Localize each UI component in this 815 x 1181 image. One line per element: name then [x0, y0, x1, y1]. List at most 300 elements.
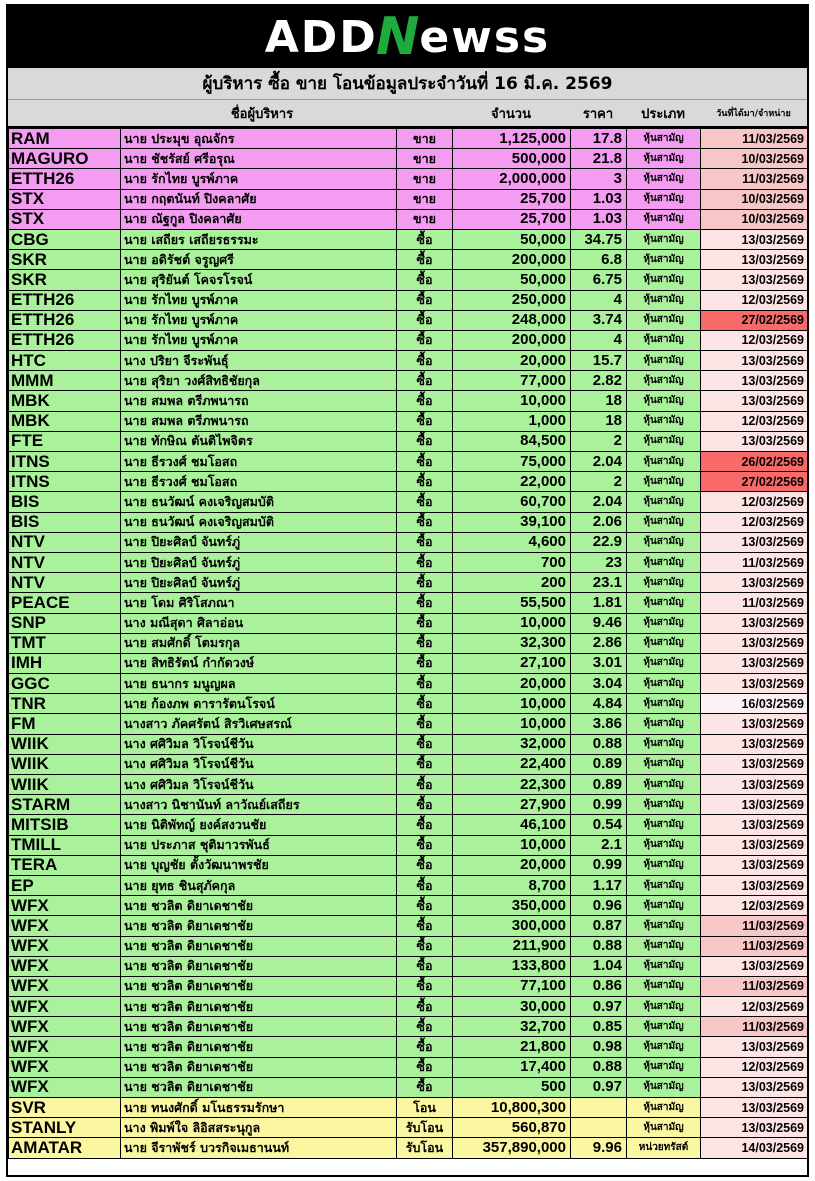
- price-cell: 2.04: [571, 492, 627, 512]
- date-cell: 12/03/2569: [701, 896, 808, 916]
- price-cell: 3: [571, 169, 627, 189]
- executive-name-cell: นาง มณีสุดา ศิลาอ่อน: [121, 613, 397, 633]
- executive-name-cell: นาย ชวลิต ดิยาเดชาชัย: [121, 916, 397, 936]
- action-cell: ซื้อ: [397, 855, 453, 875]
- price-cell: 0.98: [571, 1037, 627, 1057]
- executive-name-cell: นาย นิติพัทญ์ ยงค์สงวนชัย: [121, 815, 397, 835]
- action-cell: ซื้อ: [397, 694, 453, 714]
- security-type-cell: หุ้นสามัญ: [627, 1118, 701, 1138]
- date-cell: 12/03/2569: [701, 492, 808, 512]
- symbol-cell: ITNS: [9, 452, 121, 472]
- security-type-cell: หุ้นสามัญ: [627, 896, 701, 916]
- volume-cell: 560,870: [453, 1118, 571, 1138]
- executive-name-cell: นาย เสถียร เสถียรธรรมะ: [121, 229, 397, 249]
- volume-cell: 248,000: [453, 310, 571, 330]
- action-cell: ขาย: [397, 189, 453, 209]
- security-type-cell: หุ้นสามัญ: [627, 209, 701, 229]
- price-cell: 9.96: [571, 1138, 627, 1158]
- date-cell: 27/02/2569: [701, 310, 808, 330]
- action-cell: ซื้อ: [397, 795, 453, 815]
- table-row: [9, 391, 808, 411]
- price-cell: 0.97: [571, 997, 627, 1017]
- symbol-cell: BIS: [9, 492, 121, 512]
- security-type-cell: หุ้นสามัญ: [627, 129, 701, 149]
- executive-name-cell: นาย ชวลิต ดิยาเดชาชัย: [121, 896, 397, 916]
- security-type-cell: หุ้นสามัญ: [627, 371, 701, 391]
- table-row: [9, 129, 808, 149]
- price-cell: 0.86: [571, 976, 627, 996]
- table-row: [9, 674, 808, 694]
- executive-name-cell: นางสาว นิชานันท์ ลาวัณย์เสถียร: [121, 795, 397, 815]
- executive-name-cell: นาย ชวลิต ดิยาเดชาชัย: [121, 976, 397, 996]
- price-cell: 2: [571, 431, 627, 451]
- security-type-cell: หุ้นสามัญ: [627, 229, 701, 249]
- action-cell: ซื้อ: [397, 250, 453, 270]
- volume-cell: 39,100: [453, 512, 571, 532]
- table-row: [9, 573, 808, 593]
- action-cell: รับโอน: [397, 1138, 453, 1158]
- date-cell: 13/03/2569: [701, 270, 808, 290]
- table-row: [9, 956, 808, 976]
- volume-cell: 17,400: [453, 1057, 571, 1077]
- symbol-cell: STX: [9, 189, 121, 209]
- security-type-cell: หุ้นสามัญ: [627, 916, 701, 936]
- table-row: [9, 653, 808, 673]
- executive-name-cell: นาย รักไทย บูรพ์ภาค: [121, 169, 397, 189]
- symbol-cell: MBK: [9, 391, 121, 411]
- table-row: [9, 270, 808, 290]
- volume-cell: 22,000: [453, 472, 571, 492]
- price-cell: 23.1: [571, 573, 627, 593]
- date-cell: 11/03/2569: [701, 129, 808, 149]
- executive-name-cell: นาย รักไทย บูรพ์ภาค: [121, 290, 397, 310]
- date-cell: 13/03/2569: [701, 391, 808, 411]
- date-cell: 13/03/2569: [701, 795, 808, 815]
- executive-name-cell: นาย อดิรัชต์ จรูญศรี: [121, 250, 397, 270]
- security-type-cell: หุ้นสามัญ: [627, 815, 701, 835]
- volume-cell: 32,700: [453, 1017, 571, 1037]
- symbol-cell: WIIK: [9, 754, 121, 774]
- security-type-cell: หุ้นสามัญ: [627, 189, 701, 209]
- date-cell: 12/03/2569: [701, 330, 808, 350]
- volume-cell: 50,000: [453, 229, 571, 249]
- date-cell: 13/03/2569: [701, 573, 808, 593]
- action-cell: ซื้อ: [397, 1077, 453, 1097]
- executive-name-cell: นาย จีราพัชร์ บวรกิจเมธานนท์: [121, 1138, 397, 1158]
- symbol-cell: BIS: [9, 512, 121, 532]
- action-cell: ซื้อ: [397, 734, 453, 754]
- executive-name-cell: นาย ธนวัฒน์ คงเจริญสมบัติ: [121, 512, 397, 532]
- executive-name-cell: นาง ศศิวิมล วิโรจน์ชีวัน: [121, 775, 397, 795]
- date-cell: 13/03/2569: [701, 371, 808, 391]
- security-type-cell: หุ้นสามัญ: [627, 1037, 701, 1057]
- action-cell: ซื้อ: [397, 351, 453, 371]
- volume-cell: 50,000: [453, 270, 571, 290]
- action-cell: ซื้อ: [397, 875, 453, 895]
- table-row: [9, 815, 808, 835]
- symbol-cell: TERA: [9, 855, 121, 875]
- column-headers: [8, 100, 807, 128]
- volume-cell: 77,100: [453, 976, 571, 996]
- price-cell: 0.54: [571, 815, 627, 835]
- security-type-cell: หุ้นสามัญ: [627, 330, 701, 350]
- executive-name-cell: นาย ชวลิต ดิยาเดชาชัย: [121, 1077, 397, 1097]
- security-type-cell: หุ้นสามัญ: [627, 936, 701, 956]
- table-row: [9, 209, 808, 229]
- table-row: [9, 472, 808, 492]
- security-type-cell: หุ้นสามัญ: [627, 351, 701, 371]
- symbol-cell: WIIK: [9, 775, 121, 795]
- volume-cell: 2,000,000: [453, 169, 571, 189]
- symbol-cell: GGC: [9, 674, 121, 694]
- table-row: [9, 250, 808, 270]
- date-cell: 12/03/2569: [701, 512, 808, 532]
- date-cell: 12/03/2569: [701, 411, 808, 431]
- price-cell: 3.74: [571, 310, 627, 330]
- table-row: [9, 775, 808, 795]
- price-cell: 0.99: [571, 855, 627, 875]
- action-cell: ซื้อ: [397, 391, 453, 411]
- price-cell: 0.96: [571, 896, 627, 916]
- symbol-cell: HTC: [9, 351, 121, 371]
- table-row: [9, 1037, 808, 1057]
- table-row: [9, 734, 808, 754]
- volume-cell: 55,500: [453, 593, 571, 613]
- symbol-cell: NTV: [9, 532, 121, 552]
- security-type-cell: หุ้นสามัญ: [627, 532, 701, 552]
- symbol-cell: MITSIB: [9, 815, 121, 835]
- table-row: [9, 754, 808, 774]
- price-cell: 23: [571, 552, 627, 572]
- executive-name-cell: นาย ปิยะศิลป์ จันทร์ภู่: [121, 573, 397, 593]
- table-row: [9, 875, 808, 895]
- volume-cell: 20,000: [453, 674, 571, 694]
- action-cell: ซื้อ: [397, 472, 453, 492]
- date-cell: 13/03/2569: [701, 1118, 808, 1138]
- executive-name-cell: นาย สิทธิรัตน์ กำกัดวงษ์: [121, 653, 397, 673]
- security-type-cell: หุ้นสามัญ: [627, 653, 701, 673]
- volume-cell: 10,800,300: [453, 1098, 571, 1118]
- action-cell: ซื้อ: [397, 916, 453, 936]
- symbol-cell: CBG: [9, 229, 121, 249]
- date-cell: 13/03/2569: [701, 351, 808, 371]
- symbol-cell: SKR: [9, 270, 121, 290]
- executive-name-cell: นาย สุริยา วงศ์สิทธิชัยกุล: [121, 371, 397, 391]
- volume-cell: 27,900: [453, 795, 571, 815]
- price-cell: 3.04: [571, 674, 627, 694]
- table-row: [9, 411, 808, 431]
- executive-name-cell: นาย สุริยันต์ โคจรโรจน์: [121, 270, 397, 290]
- executive-name-cell: นาย บุญชัย ตั้งวัฒนาพรชัย: [121, 855, 397, 875]
- table-row: [9, 896, 808, 916]
- executive-name-cell: นาย สมพล ตรีภพนารถ: [121, 391, 397, 411]
- table-row: [9, 351, 808, 371]
- volume-cell: 32,000: [453, 734, 571, 754]
- security-type-cell: หุ้นสามัญ: [627, 976, 701, 996]
- price-cell: 0.87: [571, 916, 627, 936]
- executive-name-cell: นาย ชวลิต ดิยาเดชาชัย: [121, 1017, 397, 1037]
- price-cell: 6.75: [571, 270, 627, 290]
- symbol-cell: ETTH26: [9, 330, 121, 350]
- date-cell: 13/03/2569: [701, 714, 808, 734]
- table-row: [9, 835, 808, 855]
- volume-cell: 10,000: [453, 613, 571, 633]
- price-cell: 0.88: [571, 734, 627, 754]
- symbol-cell: SVR: [9, 1098, 121, 1118]
- security-type-cell: หุ้นสามัญ: [627, 694, 701, 714]
- security-type-cell: หุ้นสามัญ: [627, 875, 701, 895]
- price-cell: 34.75: [571, 229, 627, 249]
- executive-name-cell: นาง ปริยา จีระพันธุ์: [121, 351, 397, 371]
- table-row: [9, 1118, 808, 1138]
- volume-cell: 700: [453, 552, 571, 572]
- price-cell: 0.89: [571, 775, 627, 795]
- date-cell: 13/03/2569: [701, 431, 808, 451]
- table-row: [9, 1077, 808, 1097]
- executive-name-cell: นาย โดม ศิริโสภณา: [121, 593, 397, 613]
- date-cell: 11/03/2569: [701, 916, 808, 936]
- executive-name-cell: นาย ชัชรัสย์ ศรีอรุณ: [121, 149, 397, 169]
- executive-name-cell: นาย ชวลิต ดิยาเดชาชัย: [121, 936, 397, 956]
- table-row: [9, 290, 808, 310]
- date-cell: 11/03/2569: [701, 593, 808, 613]
- executive-name-cell: นาย สมศักดิ์ โตมรกุล: [121, 633, 397, 653]
- action-cell: ซื้อ: [397, 1037, 453, 1057]
- security-type-cell: หุ้นสามัญ: [627, 613, 701, 633]
- symbol-cell: ETTH26: [9, 290, 121, 310]
- date-cell: 13/03/2569: [701, 775, 808, 795]
- action-cell: ซื้อ: [397, 775, 453, 795]
- date-cell: 12/03/2569: [701, 1057, 808, 1077]
- action-cell: ซื้อ: [397, 997, 453, 1017]
- action-cell: ซื้อ: [397, 452, 453, 472]
- action-cell: ซื้อ: [397, 613, 453, 633]
- executive-name-cell: นาย รักไทย บูรพ์ภาค: [121, 310, 397, 330]
- symbol-cell: NTV: [9, 552, 121, 572]
- volume-cell: 22,300: [453, 775, 571, 795]
- action-cell: ซื้อ: [397, 754, 453, 774]
- date-cell: 13/03/2569: [701, 1077, 808, 1097]
- executive-name-cell: นาย ธีรวงศ์ ชมโอสถ: [121, 452, 397, 472]
- symbol-cell: TNR: [9, 694, 121, 714]
- symbol-cell: WFX: [9, 916, 121, 936]
- executive-name-cell: นาย กฤตนันท์ ปิงคลาศัย: [121, 189, 397, 209]
- volume-cell: 250,000: [453, 290, 571, 310]
- price-cell: 4: [571, 330, 627, 350]
- executive-name-cell: นาย ทนงศักดิ์ มโนธรรมรักษา: [121, 1098, 397, 1118]
- executive-name-cell: นาย ชวลิต ดิยาเดชาชัย: [121, 956, 397, 976]
- executive-name-cell: นาง ศศิวิมล วิโรจน์ชีวัน: [121, 734, 397, 754]
- date-cell: 13/03/2569: [701, 250, 808, 270]
- table-row: [9, 633, 808, 653]
- price-cell: 2.06: [571, 512, 627, 532]
- security-type-cell: หุ้นสามัญ: [627, 431, 701, 451]
- security-type-cell: หุ้นสามัญ: [627, 250, 701, 270]
- security-type-cell: หุ้นสามัญ: [627, 714, 701, 734]
- volume-cell: 21,800: [453, 1037, 571, 1057]
- volume-cell: 350,000: [453, 896, 571, 916]
- security-type-cell: หุ้นสามัญ: [627, 855, 701, 875]
- price-cell: 9.46: [571, 613, 627, 633]
- action-cell: ขาย: [397, 169, 453, 189]
- security-type-cell: หุ้นสามัญ: [627, 573, 701, 593]
- security-type-cell: หุ้นสามัญ: [627, 734, 701, 754]
- executive-name-cell: นาย ปิยะศิลป์ จันทร์ภู่: [121, 552, 397, 572]
- brand-mid: N: [375, 7, 422, 67]
- action-cell: ซื้อ: [397, 411, 453, 431]
- price-cell: 2: [571, 472, 627, 492]
- date-cell: 12/03/2569: [701, 290, 808, 310]
- price-cell: 18: [571, 391, 627, 411]
- security-type-cell: หุ้นสามัญ: [627, 1017, 701, 1037]
- header-name: ชื่อผู้บริหาร: [230, 106, 294, 122]
- date-cell: 11/03/2569: [701, 552, 808, 572]
- action-cell: ซื้อ: [397, 653, 453, 673]
- symbol-cell: TMILL: [9, 835, 121, 855]
- executive-name-cell: นาย ประมุข อุณจักร: [121, 129, 397, 149]
- security-type-cell: หุ้นสามัญ: [627, 775, 701, 795]
- executive-name-cell: นาย รักไทย บูรพ์ภาค: [121, 330, 397, 350]
- volume-cell: 200,000: [453, 330, 571, 350]
- brand-right: ewss: [419, 11, 551, 63]
- symbol-cell: SKR: [9, 250, 121, 270]
- price-cell: 1.17: [571, 875, 627, 895]
- header-date: วันที่ได้มา/จำหน่าย: [716, 109, 791, 119]
- price-cell: 4: [571, 290, 627, 310]
- price-cell: 1.81: [571, 593, 627, 613]
- security-type-cell: หุ้นสามัญ: [627, 835, 701, 855]
- price-cell: 3.86: [571, 714, 627, 734]
- price-cell: 0.99: [571, 795, 627, 815]
- volume-cell: 27,100: [453, 653, 571, 673]
- security-type-cell: หุ้นสามัญ: [627, 512, 701, 532]
- symbol-cell: STANLY: [9, 1118, 121, 1138]
- date-cell: 13/03/2569: [701, 754, 808, 774]
- executive-name-cell: นาย ทักษิณ ตันติไพจิตร: [121, 431, 397, 451]
- table-row: [9, 1098, 808, 1118]
- action-cell: ซื้อ: [397, 835, 453, 855]
- symbol-cell: IMH: [9, 653, 121, 673]
- table-row: [9, 855, 808, 875]
- security-type-cell: หุ้นสามัญ: [627, 633, 701, 653]
- table-row: [9, 431, 808, 451]
- symbol-cell: SNP: [9, 613, 121, 633]
- table-row: [9, 1017, 808, 1037]
- action-cell: ซื้อ: [397, 270, 453, 290]
- volume-cell: 25,700: [453, 189, 571, 209]
- volume-cell: 133,800: [453, 956, 571, 976]
- security-type-cell: หุ้นสามัญ: [627, 411, 701, 431]
- executive-name-cell: นาย ชวลิต ดิยาเดชาชัย: [121, 997, 397, 1017]
- table-row: [9, 916, 808, 936]
- action-cell: ซื้อ: [397, 290, 453, 310]
- price-cell: [571, 1098, 627, 1118]
- date-cell: 11/03/2569: [701, 976, 808, 996]
- security-type-cell: หุ้นสามัญ: [627, 149, 701, 169]
- date-cell: 13/03/2569: [701, 1098, 808, 1118]
- action-cell: ซื้อ: [397, 1017, 453, 1037]
- table-row: [9, 310, 808, 330]
- symbol-cell: ITNS: [9, 472, 121, 492]
- date-cell: 11/03/2569: [701, 936, 808, 956]
- table-row: [9, 149, 808, 169]
- action-cell: ซื้อ: [397, 532, 453, 552]
- security-type-cell: หุ้นสามัญ: [627, 1057, 701, 1077]
- symbol-cell: WFX: [9, 896, 121, 916]
- executive-name-cell: นาย ธนากร มนูญผล: [121, 674, 397, 694]
- table-row: [9, 694, 808, 714]
- date-cell: 13/03/2569: [701, 835, 808, 855]
- symbol-cell: WFX: [9, 1057, 121, 1077]
- symbol-cell: ETTH26: [9, 310, 121, 330]
- table-row: [9, 795, 808, 815]
- volume-cell: 20,000: [453, 855, 571, 875]
- date-cell: 13/03/2569: [701, 875, 808, 895]
- table-row: [9, 936, 808, 956]
- date-cell: 16/03/2569: [701, 694, 808, 714]
- security-type-cell: หุ้นสามัญ: [627, 310, 701, 330]
- symbol-cell: MAGURO: [9, 149, 121, 169]
- action-cell: ซื้อ: [397, 330, 453, 350]
- action-cell: ซื้อ: [397, 976, 453, 996]
- date-cell: 13/03/2569: [701, 532, 808, 552]
- action-cell: ซื้อ: [397, 229, 453, 249]
- table-row: [9, 330, 808, 350]
- header-type: ประเภท: [641, 106, 685, 122]
- security-type-cell: หุ้นสามัญ: [627, 1098, 701, 1118]
- action-cell: ขาย: [397, 129, 453, 149]
- action-cell: ซื้อ: [397, 573, 453, 593]
- volume-cell: 1,125,000: [453, 129, 571, 149]
- price-cell: 0.97: [571, 1077, 627, 1097]
- table-row: [9, 613, 808, 633]
- price-cell: 2.1: [571, 835, 627, 855]
- volume-cell: 32,300: [453, 633, 571, 653]
- action-cell: ซื้อ: [397, 593, 453, 613]
- volume-cell: 10,000: [453, 714, 571, 734]
- volume-cell: 357,890,000: [453, 1138, 571, 1158]
- volume-cell: 211,900: [453, 936, 571, 956]
- security-type-cell: หุ้นสามัญ: [627, 452, 701, 472]
- symbol-cell: ETTH26: [9, 169, 121, 189]
- symbol-cell: TMT: [9, 633, 121, 653]
- date-cell: 11/03/2569: [701, 1017, 808, 1037]
- action-cell: ซื้อ: [397, 896, 453, 916]
- price-cell: 1.04: [571, 956, 627, 976]
- table-row: [9, 997, 808, 1017]
- symbol-cell: WFX: [9, 1077, 121, 1097]
- action-cell: รับโอน: [397, 1118, 453, 1138]
- action-cell: ซื้อ: [397, 310, 453, 330]
- action-cell: ขาย: [397, 149, 453, 169]
- table-row: [9, 229, 808, 249]
- date-cell: 11/03/2569: [701, 169, 808, 189]
- table-row: [9, 1138, 808, 1158]
- transactions-table: [8, 128, 808, 1159]
- volume-cell: 200: [453, 573, 571, 593]
- symbol-cell: RAM: [9, 129, 121, 149]
- header-volume: จำนวน: [491, 106, 531, 122]
- price-cell: 15.7: [571, 351, 627, 371]
- symbol-cell: FM: [9, 714, 121, 734]
- price-cell: 3.01: [571, 653, 627, 673]
- volume-cell: 300,000: [453, 916, 571, 936]
- table-row: [9, 532, 808, 552]
- volume-cell: 500: [453, 1077, 571, 1097]
- executive-name-cell: นาย สมพล ตรีภพนารถ: [121, 411, 397, 431]
- executive-name-cell: นาย ชวลิต ดิยาเดชาชัย: [121, 1057, 397, 1077]
- security-type-cell: หุ้นสามัญ: [627, 169, 701, 189]
